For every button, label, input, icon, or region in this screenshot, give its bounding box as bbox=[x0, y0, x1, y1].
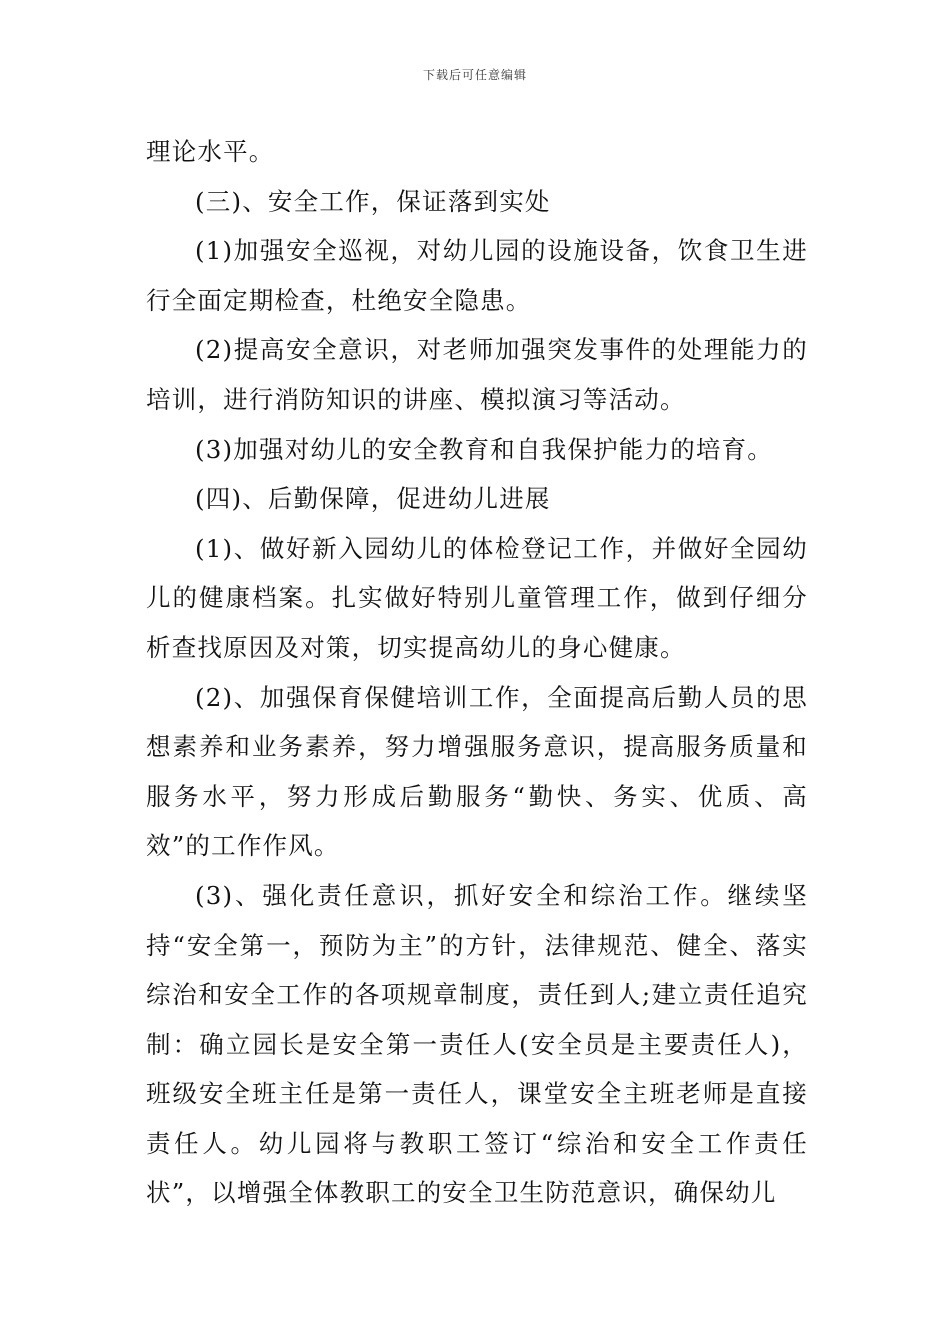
paragraph: (2)、加强保育保健培训工作，全面提高后勤人员的思想素养和业务素养，努力增强服务意识，提高服务质量和服务水平，努力形成后勤服务“勤快、务实、优质、高效”的工作作风。 bbox=[146, 682, 808, 861]
paragraph: (1)、做好新入园幼儿的体检登记工作，并做好全园幼儿的健康档案。扎实做好特别儿童管理工作，做到仔细分析查找原因及对策，切实提高幼儿的身心健康。 bbox=[146, 533, 808, 662]
section-heading-safety: (三)、安全工作，保证落到实处 bbox=[195, 186, 551, 216]
paragraph: (2)提高安全意识，对老师加强突发事件的处理能力的培训，进行消防知识的讲座、模拟演习等活动。 bbox=[146, 335, 808, 414]
paragraph: (3)、强化责任意识，抓好安全和综治工作。继续坚持“安全第一，预防为主”的方针，法律规范、健全、落实综治和安全工作的各项规章制度，责任到人;建立责任追究制：确立园长是安全第一责任人(安全员是主要责任人)，班级安全班主任是第一责任人，课堂安全主班老师是直接责任人。幼儿园将与教职工签订“综治和安全工作责任状”，以增强全体教职工的安全卫生防范意识，确保幼儿 bbox=[146, 880, 808, 1208]
section-heading-logistics: (四)、后勤保障，促进幼儿进展 bbox=[195, 484, 551, 514]
document-body bbox=[146, 127, 808, 1218]
paragraph: 理论水平。 bbox=[146, 137, 275, 166]
paragraph: (3)加强对幼儿的安全教育和自我保护能力的培育。 bbox=[195, 434, 774, 464]
paragraph: (1)加强安全巡视，对幼儿园的设施设备，饮食卫生进行全面定期检查，杜绝安全隐患。 bbox=[146, 236, 808, 315]
page-header: 下载后可任意编辑 bbox=[422, 68, 527, 82]
